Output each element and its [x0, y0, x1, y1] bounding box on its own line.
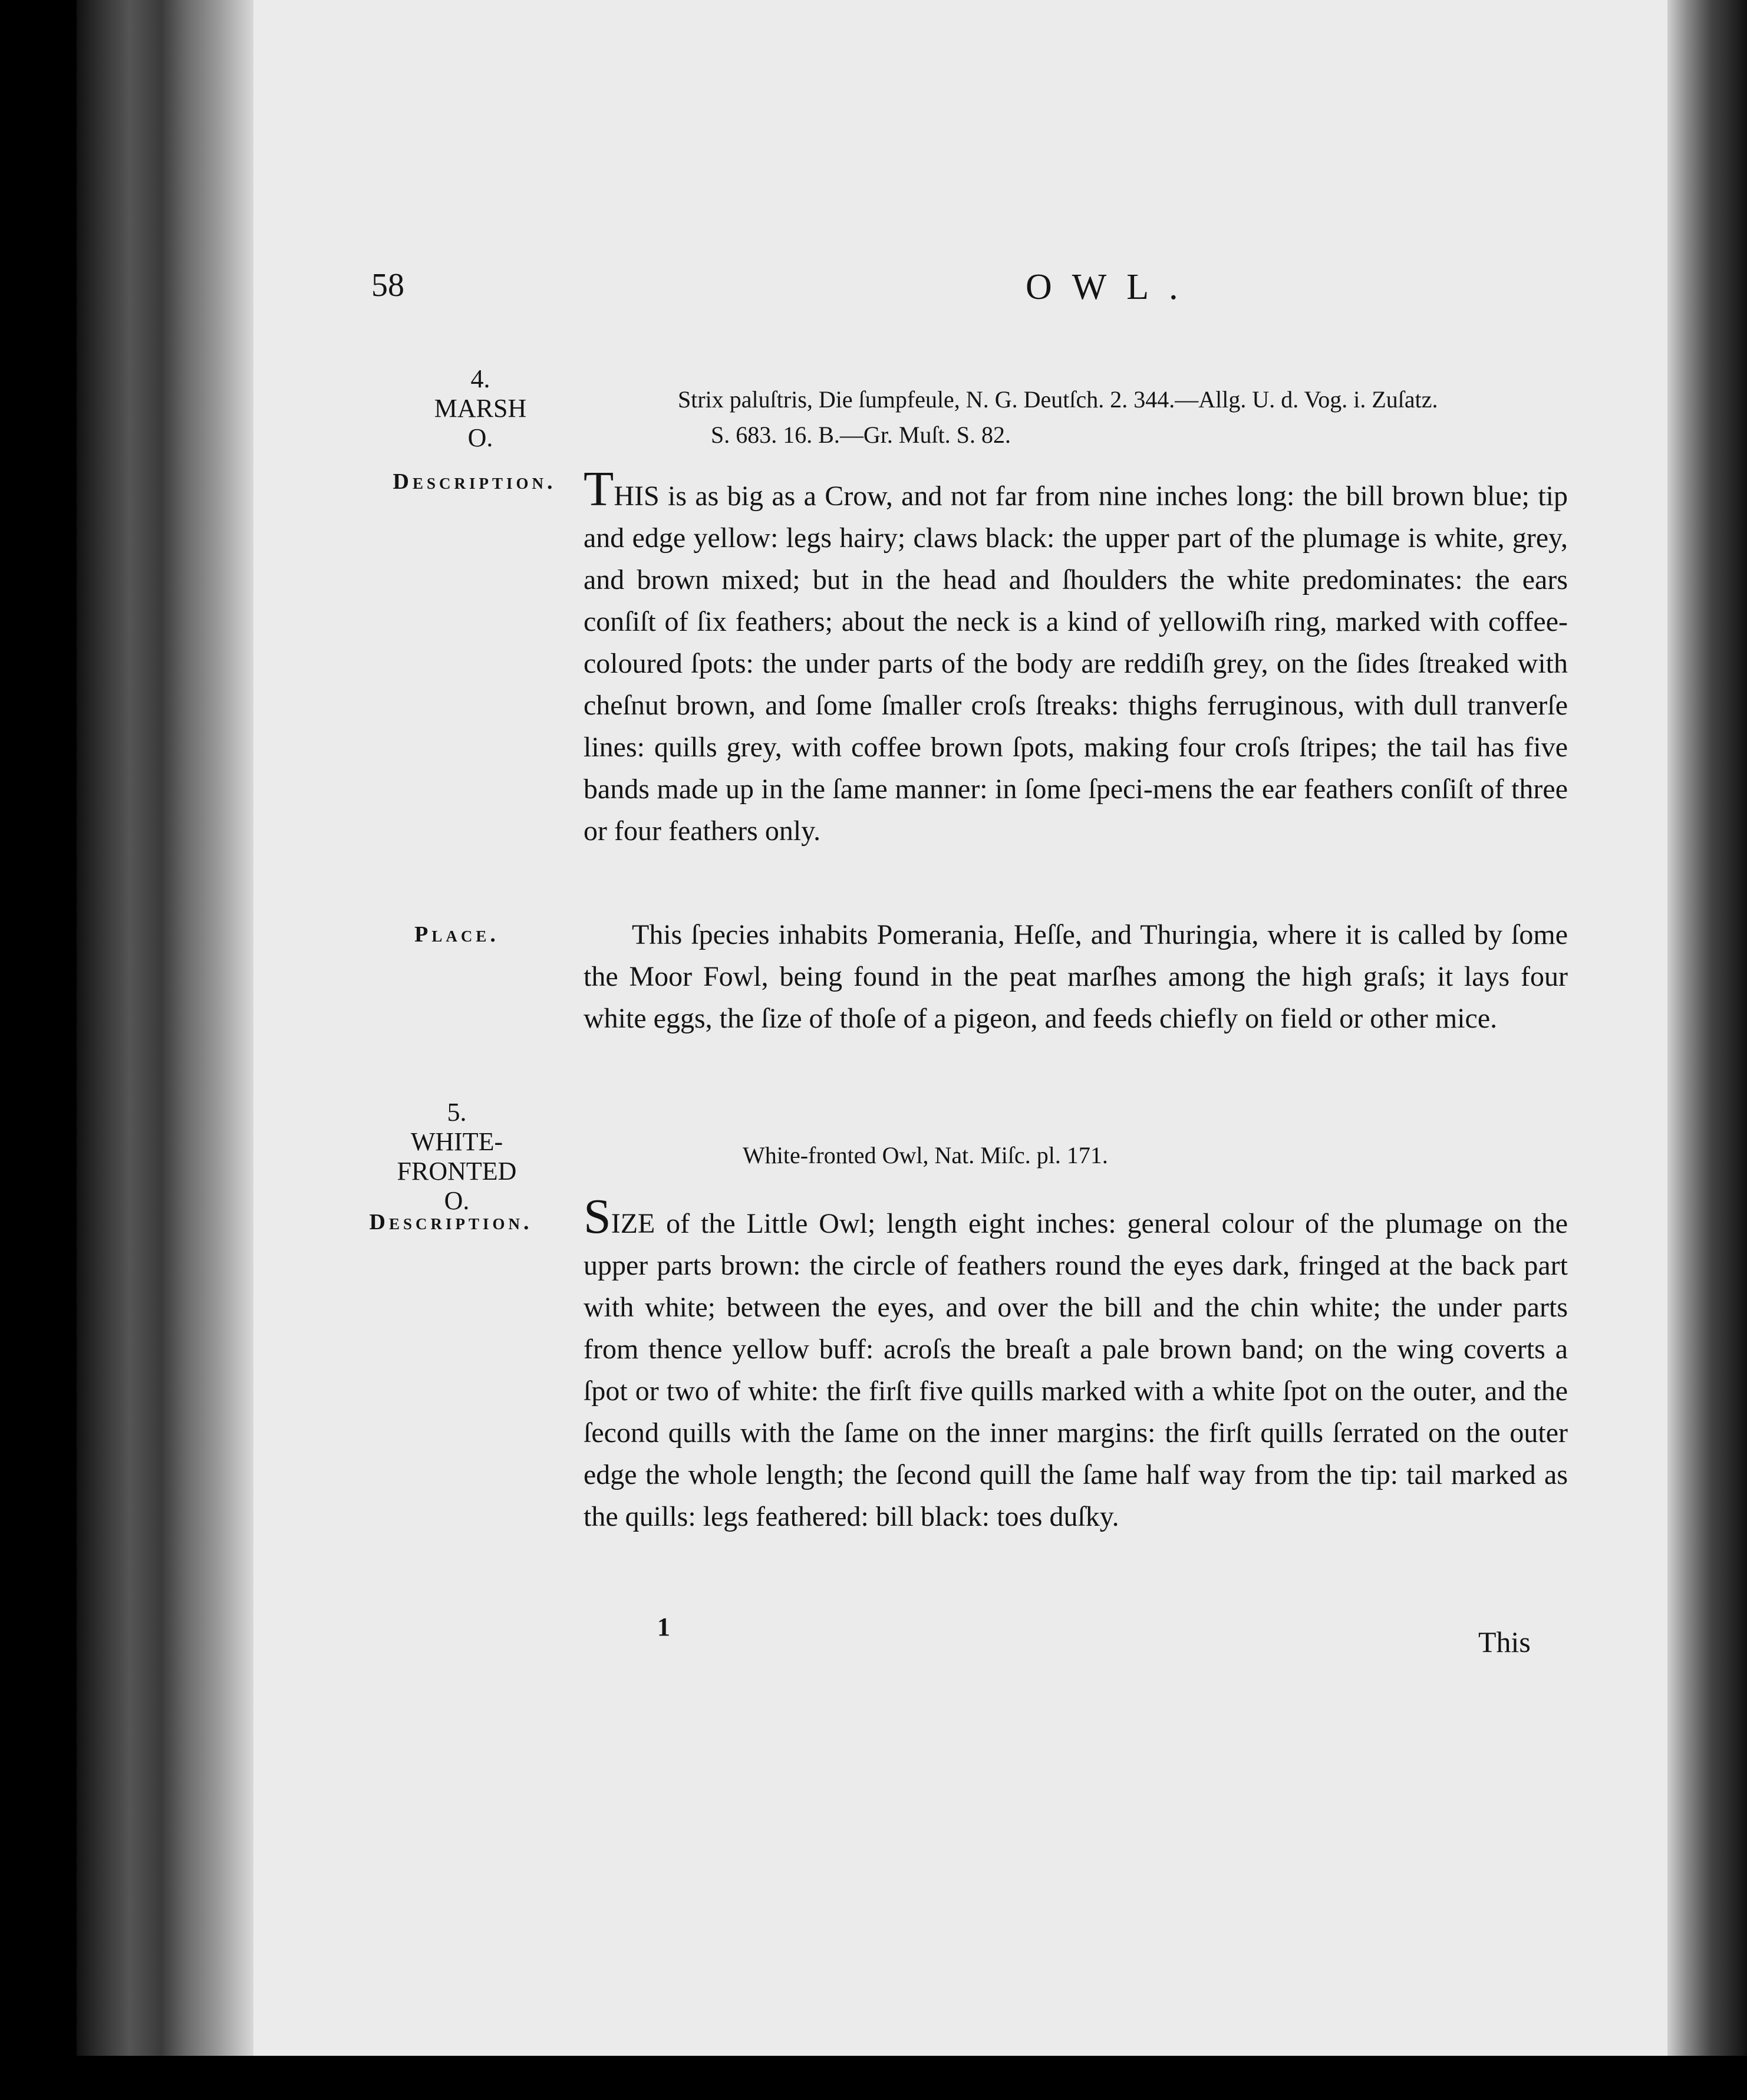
entry-5-name-line-3: O.: [444, 1186, 470, 1215]
scan-bottom-edge: [0, 2056, 1747, 2100]
book-right-edge: [1667, 0, 1747, 2100]
entry-4-drop-cap: T: [584, 462, 614, 516]
entry-5-description-label: Description.: [369, 1210, 533, 1235]
book-binding-shadow: [77, 0, 253, 2100]
entry-4-citation-line-1: Strix paluſtris, Die ſumpfeule, N. G. Deutſch. 2. 344.—Allg. U. d. Vog. i. Zuſatz.: [678, 386, 1438, 413]
entry-5-description: [584, 1189, 1568, 1538]
entry-5-citation: White-fronted Owl, Nat. Miſc. pl. 171.: [743, 1142, 1108, 1169]
entry-4-description: [584, 462, 1568, 852]
entry-4-number: 4.: [470, 364, 490, 393]
signature-mark: 1: [657, 1612, 670, 1641]
scan-left-edge: [0, 0, 80, 2100]
entry-4-description-label: Description.: [393, 469, 556, 494]
entry-4-citation: [678, 382, 1591, 453]
entry-4-place-text: This ſpecies inhabits Pomerania, Heſſe, and Thuringia, where it is called by ſome the Moor Fowl, being found in the peat marſhes among the high graſs; it lays four white eggs, the ſize of thoſe of a pigeon, and feeds chiefly on field or other mice.: [584, 919, 1568, 1034]
entry-4-name-line-1: MARSH: [434, 394, 527, 423]
entry-5-name-line-1: WHITE-: [410, 1127, 503, 1156]
catchword: This: [1478, 1625, 1531, 1658]
entry-4-place: [584, 914, 1568, 1039]
entry-4-name-line-2: O.: [467, 423, 493, 452]
entry-5-name-line-2: FRONTED: [397, 1157, 517, 1186]
entry-4-citation-line-2: S. 683. 16. B.—Gr. Muſt. S. 82.: [711, 422, 1011, 448]
entry-4-place-label: Place.: [414, 922, 499, 947]
page-number: 58: [371, 267, 404, 304]
entry-4-margin-heading: [413, 364, 548, 453]
entry-5-description-text: IZE of the Little Owl; length eight inches: general colour of the plumage on the upper parts brown: the circle of feathers round the eyes dark, fringed at the back part with white; between the eyes, and over the bill and the chin white; the under parts from thence yellow buff: acroſs the breaſt a pale brown band; on the wing coverts a ſpot or two of white: the firſt five quills marked with a white ſpot on the outer, and the ſecond quills with the ſame on the inner margins: the firſt quills ſerrated on the outer edge the whole length; the ſecond quill the ſame half way from the tip: tail marked as the quills: legs feathered: bill black: toes duſky.: [584, 1208, 1568, 1532]
entry-5-margin-heading: [377, 1098, 536, 1216]
entry-5-number: 5.: [447, 1098, 467, 1127]
entry-5-drop-cap: S: [584, 1189, 611, 1244]
running-head: OWL.: [1026, 267, 1198, 307]
entry-4-description-text: HIS is as big as a Crow, and not far from nine inches long: the bill brown blue; tip and edge yellow: legs hairy; claws black: the upper part of the plumage is white, grey, and brown mixed; but in the head and ſhoulders the white predominates: the ears conſiſt of ſix feathers; about the neck is a kind of yellowiſh ring, marked with coffee-coloured ſpots: the under parts of the body are reddiſh grey, on the ſides ſtreaked with cheſnut brown, and ſome ſmaller croſs ſtreaks: thighs ferruginous, with dull tranverſe lines: quills grey, with coffee brown ſpots, making four croſs ſtripes; the tail has five bands made up in the ſame manner: in ſome ſpeci-mens the ear feathers conſiſt of three or four feathers only.: [584, 480, 1568, 847]
